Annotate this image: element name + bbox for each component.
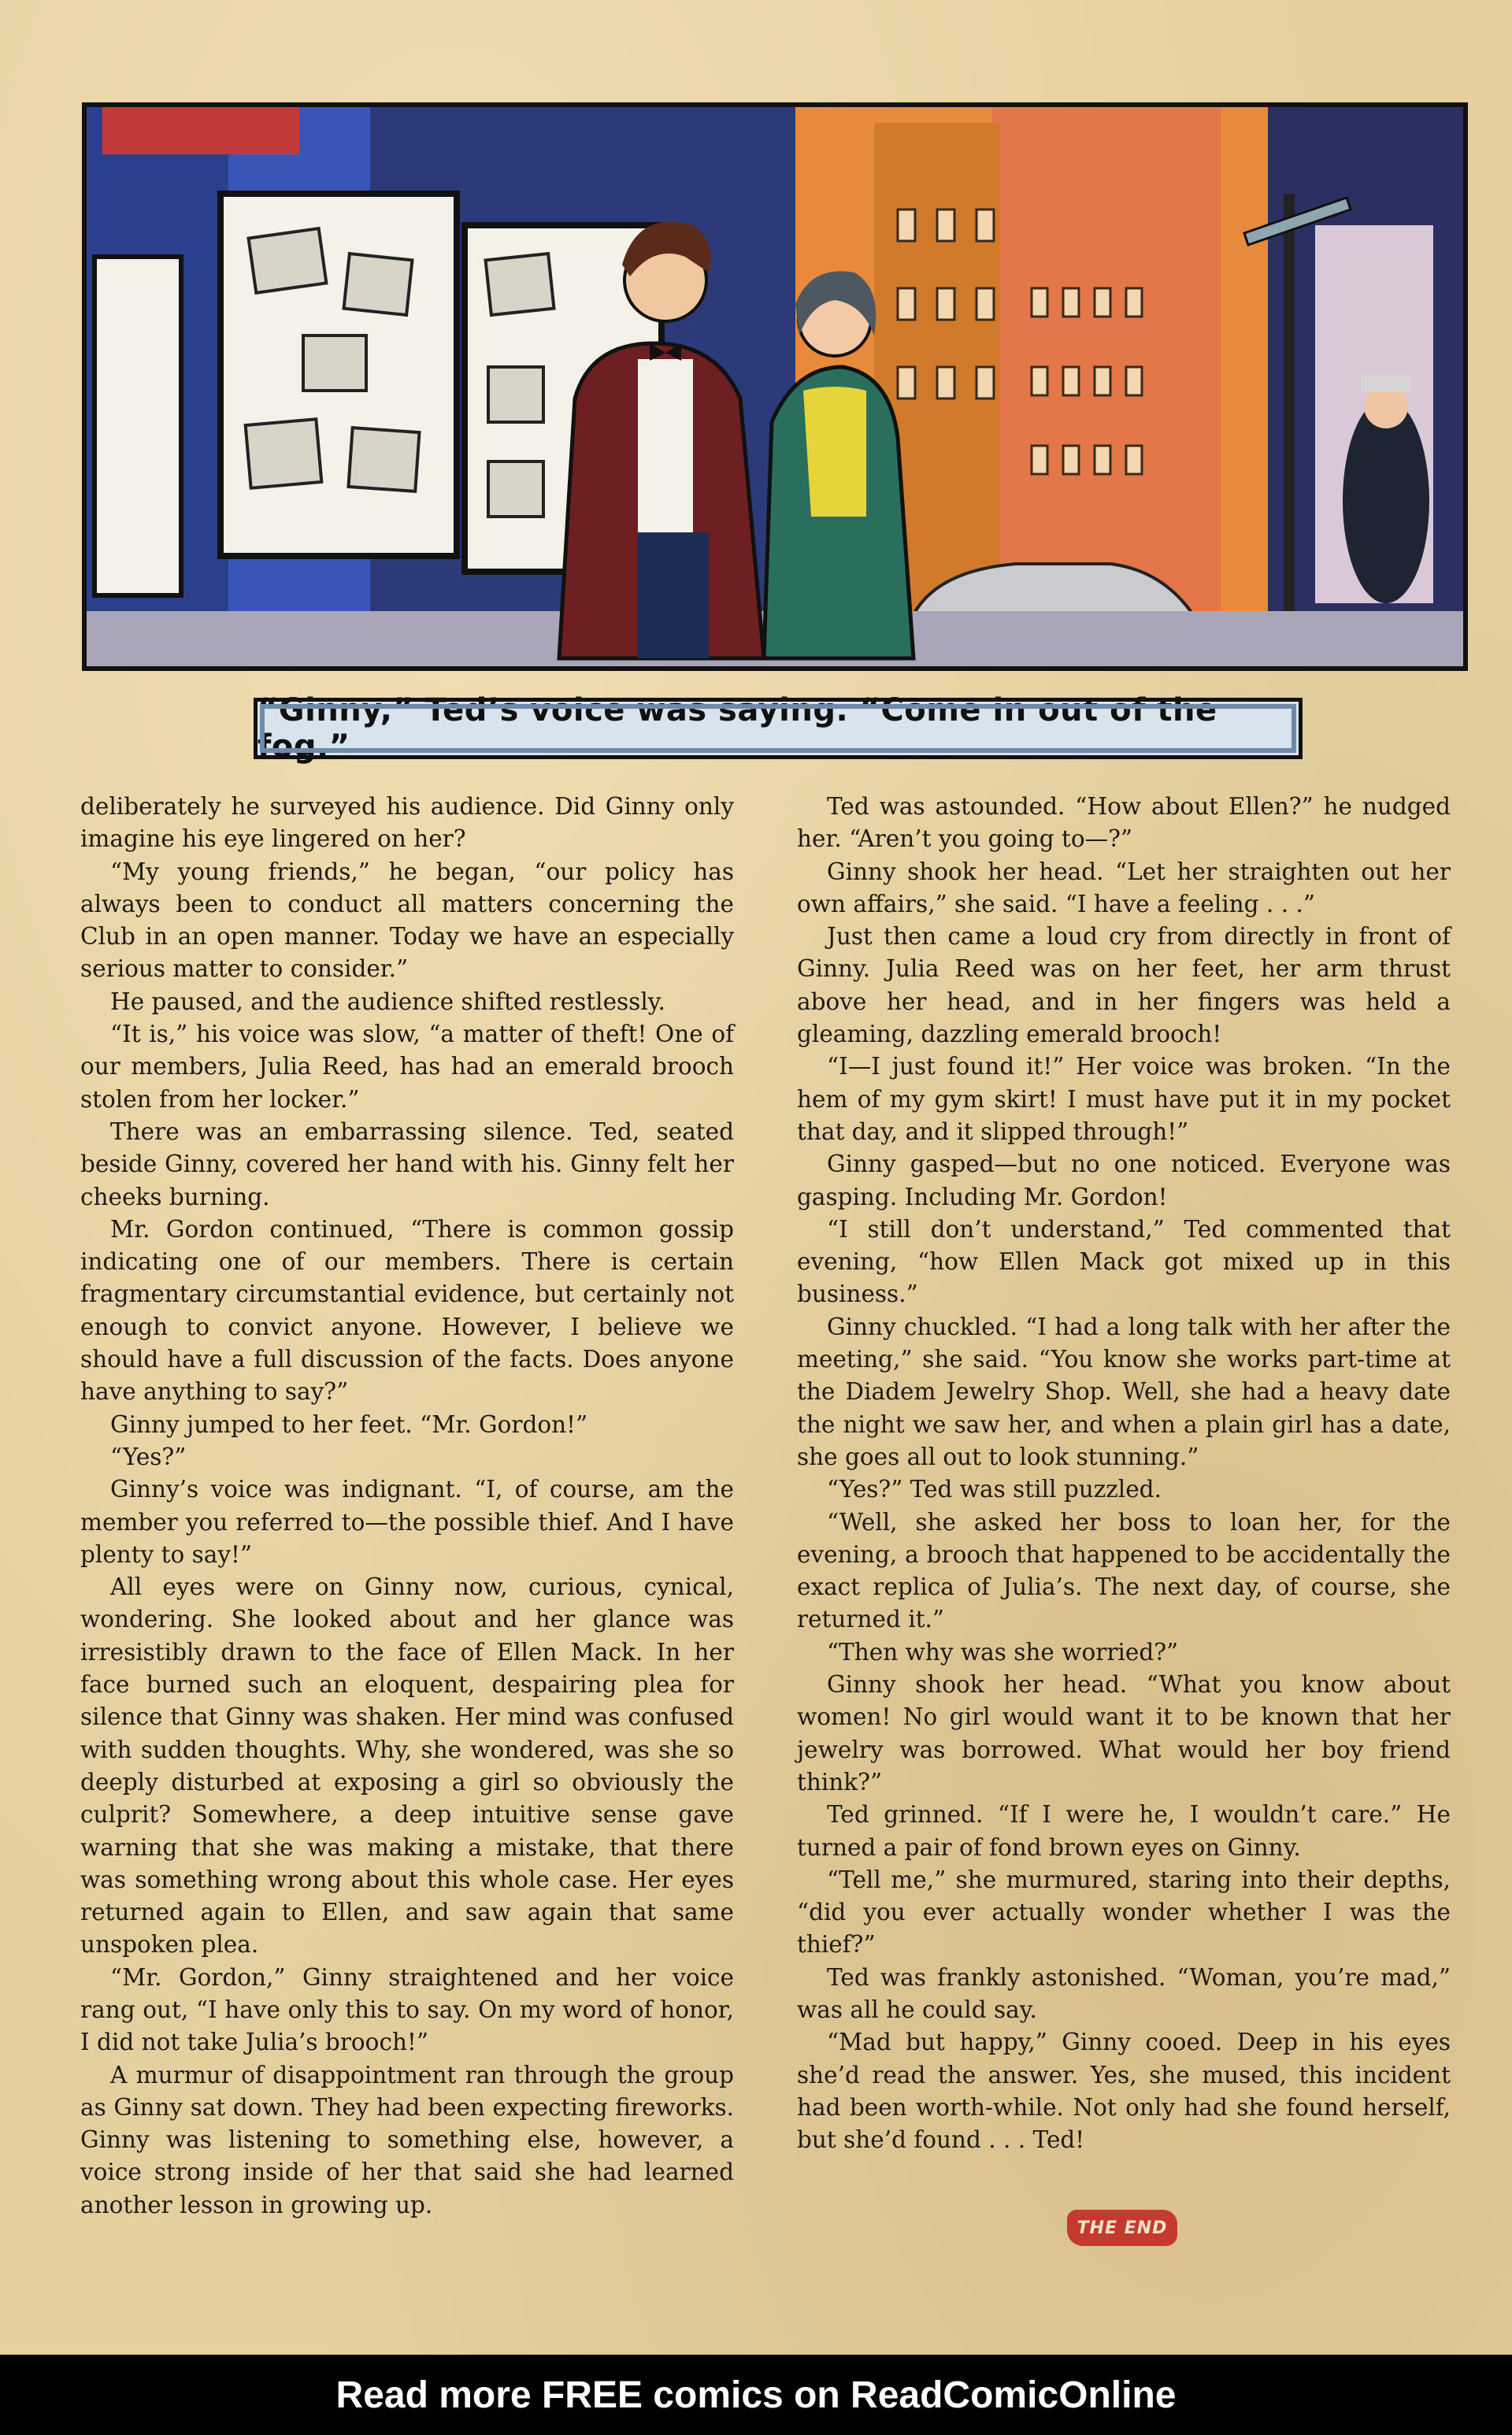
paragraph: “Tell me,” she murmured, staring into their depths, “did you ever actually wonder whether I was the thief?” [797, 1866, 1451, 1959]
paragraph: All eyes were on Ginny now, curious, cynical, wondering. She looked about and her glance was irresistibly drawn to the face of Ellen Mack. In her face burned such an eloquent, despairing plea for silence that Ginny was shaken. Her mind was confused with sudden thoughts. Why, she wondered, was she so deeply disturbed at exposing a girl so obviously the culprit? Somewhere, a deep intuitive sense gave warning that she was making a mistake, that there was something wrong about this whole case. Her eyes returned again to Ellen, and saw again that same unspoken plea. [80, 1573, 734, 1959]
paragraph: Ted was astounded. “How about Ellen?” he nudged her. “Aren’t you going to—?” [797, 793, 1451, 853]
paragraph: “I—I just found it!” Her voice was broken. “In the hem of my gym skirt! I must have put it in my pocket that day, and it slipped through!” [797, 1053, 1451, 1145]
street-scene-illustration [87, 107, 1463, 666]
paragraph: Ginny shook her head. “What you know about women! No girl would want it to be known that her jewelry was borrowed. What would her boy friend think?” [797, 1671, 1451, 1796]
footer-banner[interactable] [0, 2355, 1512, 2435]
the-end-badge: THE END [1067, 2210, 1177, 2246]
paragraph: Ginny shook her head. “Let her straighten out her own affairs,” she said. “I have a feeling . . .” [797, 858, 1451, 917]
paragraph: Mr. Gordon continued, “There is common gossip indicating one of our members. There is certain fragmentary circumstantial evidence, but certainly not enough to convict anyone. However, I believe we should have a full discussion of the facts. Does anyone have anything to say?” [80, 1215, 734, 1406]
paragraph: Just then came a loud cry from directly in front of Ginny. Julia Reed was on her feet, her arm thrust above her head, and in her fingers was held a gleaming, dazzling emerald brooch! [797, 923, 1451, 1048]
paragraph: Ginny’s voice was indignant. “I, of course, am the member you referred to—the possible thief. And I have plenty to say!” [80, 1476, 734, 1568]
paragraph: “My young friends,” he began, “our policy has always been to conduct all matters concerning the Club in an open manner. Today we have an especially serious matter to consider.” [80, 858, 734, 983]
caption-text: “Ginny,” Ted’s voice was saying. “Come in out of the fog.” [258, 692, 1217, 765]
paragraph: deliberately he surveyed his audience. Did Ginny only imagine his eye lingered on her? [80, 793, 734, 853]
panel-caption [254, 692, 1303, 765]
paragraph: Ginny gasped—but no one noticed. Everyone was gasping. Including Mr. Gordon! [797, 1151, 1451, 1210]
paragraph: “Yes?” [110, 1443, 187, 1470]
paragraph: There was an embarrassing silence. Ted, seated beside Ginny, covered her hand with his. Ginny felt her cheeks burning. [80, 1117, 734, 1210]
footer-link-text[interactable]: Read more FREE comics on ReadComicOnline [335, 2374, 1177, 2416]
paragraph: “Yes?” Ted was still puzzled. [827, 1476, 1162, 1503]
paragraph: Ted grinned. “If I were he, I wouldn’t care.” He turned a pair of fond brown eyes on Ginny. [797, 1801, 1451, 1861]
left-text-column [80, 791, 734, 2222]
paragraph: Ted was frankly astonished. “Woman, you’re mad,” was all he could say. [797, 1963, 1451, 2023]
paragraph: “Mr. Gordon,” Ginny straightened and her voice rang out, “I have only this to say. On my word of honor, I did not take Julia’s brooch!” [80, 1963, 734, 2056]
paragraph: He paused, and the audience shifted restlessly. [110, 988, 665, 1015]
right-text-column [797, 791, 1451, 2156]
paragraph: Ginny jumped to her feet. “Mr. Gordon!” [110, 1410, 588, 1438]
comic-panel [82, 102, 1468, 671]
paragraph: A murmur of disappointment ran through the group as Ginny sat down. They had been expecting fireworks. Ginny was listening to something else, however, a voice strong inside of her that said she had learned another lesson in growing up. [80, 2061, 734, 2218]
paragraph: Ginny chuckled. “I had a long talk with her after the meeting,” she said. “You know she works part-time at the Diadem Jewelry Shop. Well, she had a heavy date the night we saw her, and when a plain girl has a date, she goes all out to look stunning.” [797, 1313, 1451, 1470]
paragraph: “It is,” his voice was slow, “a matter of theft! One of our members, Julia Reed, has had an emerald brooch stolen from her locker.” [80, 1021, 734, 1113]
paragraph: “Then why was she worried?” [827, 1638, 1179, 1666]
paragraph: “Mad but happy,” Ginny cooed. Deep in his eyes she’d read the answer. Yes, she mused, this incident had been worth-while. Not only had she found herself, but she’d found . . . Ted! [797, 2029, 1451, 2154]
paragraph: “I still don’t understand,” Ted commented that evening, “how Ellen Mack got mixed up in this business.” [797, 1215, 1451, 1308]
paragraph: “Well, she asked her boss to loan her, for the evening, a brooch that happened to be accidentally the exact replica of Julia’s. The next day, of course, she returned it.” [797, 1508, 1451, 1633]
